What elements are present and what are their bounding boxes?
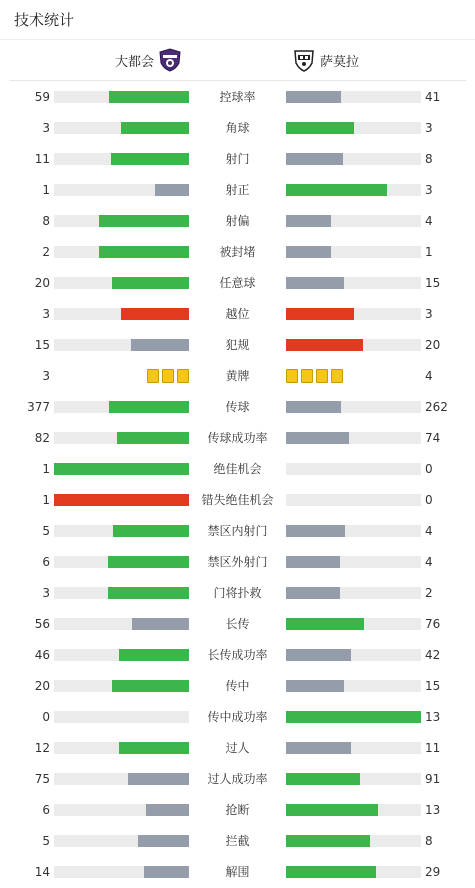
home-value: 0 xyxy=(42,710,50,724)
stat-row xyxy=(0,800,475,820)
away-bar-fill xyxy=(286,587,340,599)
home-bar-track xyxy=(54,153,189,165)
home-bar-fill xyxy=(112,680,189,692)
away-bar-fill xyxy=(286,525,345,537)
away-bar-track xyxy=(286,680,421,692)
away-bar-track xyxy=(286,308,421,320)
home-bar-fill xyxy=(111,153,189,165)
away-bar-fill xyxy=(286,246,331,258)
away-bar-fill xyxy=(286,277,344,289)
away-value: 1 xyxy=(425,245,433,259)
stat-label: 射正 xyxy=(225,183,250,197)
away-bar-track xyxy=(286,866,421,878)
away-bar-fill xyxy=(286,742,351,754)
away-value: 15 xyxy=(425,276,441,290)
stat-row xyxy=(0,149,475,169)
home-bar-track xyxy=(54,587,189,599)
stat-row xyxy=(0,397,475,417)
home-bar-track xyxy=(54,680,189,692)
away-value: 3 xyxy=(425,183,433,197)
home-bar-track xyxy=(54,246,189,258)
home-bar-fill xyxy=(132,618,189,630)
home-bar-fill xyxy=(121,122,189,134)
home-bar-fill xyxy=(54,494,189,506)
home-bar-track xyxy=(54,711,189,723)
away-value: 41 xyxy=(425,90,441,104)
stat-row xyxy=(0,521,475,541)
home-bar-track xyxy=(54,308,189,320)
away-value: 42 xyxy=(425,648,441,662)
home-bar-track xyxy=(54,339,189,351)
home-bar-fill xyxy=(128,773,189,785)
home-bar-fill xyxy=(109,91,189,103)
stats-header xyxy=(0,0,475,40)
stat-label: 解围 xyxy=(225,865,250,879)
home-value: 15 xyxy=(34,338,50,352)
away-bar-fill xyxy=(286,556,340,568)
away-value: 15 xyxy=(425,679,441,693)
home-bar-track xyxy=(54,835,189,847)
home-team-crest-icon xyxy=(158,48,182,72)
away-bar-fill xyxy=(286,122,354,134)
away-value: 11 xyxy=(425,741,441,755)
away-bar-fill xyxy=(286,835,370,847)
away-bar-fill xyxy=(286,711,421,723)
stat-row xyxy=(0,831,475,851)
home-value: 3 xyxy=(42,121,50,135)
home-bar-track xyxy=(54,215,189,227)
away-bar-track xyxy=(286,339,421,351)
stat-label: 传球成功率 xyxy=(207,431,268,445)
home-bar-track xyxy=(54,742,189,754)
home-bar-fill xyxy=(131,339,189,351)
stat-label: 长传 xyxy=(225,617,250,631)
home-value: 12 xyxy=(34,741,50,755)
stat-row xyxy=(0,645,475,665)
home-bar-fill xyxy=(112,277,189,289)
stat-row xyxy=(0,118,475,138)
away-bar-track xyxy=(286,494,421,506)
stat-row xyxy=(0,242,475,262)
home-value: 14 xyxy=(34,865,50,879)
home-bar-fill xyxy=(108,556,189,568)
home-bar-track xyxy=(54,773,189,785)
away-bar-fill xyxy=(286,432,349,444)
away-value: 3 xyxy=(425,307,433,321)
away-value: 262 xyxy=(425,400,448,414)
stat-label: 禁区内射门 xyxy=(207,524,268,538)
home-value: 46 xyxy=(34,648,50,662)
stat-label: 射偏 xyxy=(225,214,250,228)
home-bar-track xyxy=(54,463,189,475)
stat-row xyxy=(0,676,475,696)
away-bar-fill xyxy=(286,773,360,785)
stat-label: 越位 xyxy=(225,307,250,321)
away-bar-track xyxy=(286,153,421,165)
home-bar-track xyxy=(54,122,189,134)
stat-row xyxy=(0,366,475,386)
away-team-name: 萨莫拉 xyxy=(320,54,360,70)
yellow-card-icon xyxy=(147,369,159,383)
stat-row xyxy=(0,304,475,324)
stat-label: 长传成功率 xyxy=(207,648,268,662)
away-bar-track xyxy=(286,215,421,227)
home-value: 5 xyxy=(42,524,50,538)
home-bar-fill xyxy=(99,215,189,227)
home-team-name: 大都会 xyxy=(114,54,154,70)
home-value: 59 xyxy=(34,90,50,104)
away-value: 91 xyxy=(425,772,441,786)
stat-label: 错失绝佳机会 xyxy=(201,493,274,507)
stat-label: 拦截 xyxy=(225,834,250,848)
away-value: 8 xyxy=(425,152,433,166)
away-value: 74 xyxy=(425,431,441,445)
stat-row xyxy=(0,459,475,479)
away-value: 2 xyxy=(425,586,433,600)
stat-label: 传中成功率 xyxy=(207,710,268,724)
away-bar-track xyxy=(286,835,421,847)
home-bar-fill xyxy=(108,587,189,599)
stat-label: 禁区外射门 xyxy=(207,555,268,569)
home-bar-track xyxy=(54,649,189,661)
stat-row xyxy=(0,180,475,200)
stat-label: 抢断 xyxy=(225,803,250,817)
home-bar-fill xyxy=(113,525,189,537)
stat-label: 传中 xyxy=(225,679,250,693)
stat-label: 黄牌 xyxy=(225,369,250,383)
home-value: 56 xyxy=(34,617,50,631)
stat-row xyxy=(0,428,475,448)
home-bar-track xyxy=(54,866,189,878)
away-bar-fill xyxy=(286,91,341,103)
home-team xyxy=(115,40,182,80)
away-bar-track xyxy=(286,618,421,630)
stat-row xyxy=(0,769,475,789)
away-bar-track xyxy=(286,742,421,754)
home-bar-track xyxy=(54,432,189,444)
away-bar-track xyxy=(286,91,421,103)
away-bar-fill xyxy=(286,680,344,692)
home-bar-fill xyxy=(117,432,189,444)
home-value: 5 xyxy=(42,834,50,848)
away-bar-fill xyxy=(286,401,341,413)
yellow-card-icon xyxy=(162,369,174,383)
home-bar-track xyxy=(54,494,189,506)
away-bar-track xyxy=(286,711,421,723)
home-value: 1 xyxy=(42,462,50,476)
home-bar-fill xyxy=(146,804,189,816)
home-bar-fill xyxy=(121,308,189,320)
home-value: 11 xyxy=(34,152,50,166)
away-bar-track xyxy=(286,556,421,568)
away-bar-track xyxy=(286,184,421,196)
away-bar-fill xyxy=(286,649,351,661)
stat-row xyxy=(0,490,475,510)
page-title: 技术统计 xyxy=(14,11,75,29)
away-value: 13 xyxy=(425,710,441,724)
away-team-crest-icon xyxy=(292,48,316,72)
home-value: 1 xyxy=(42,183,50,197)
stat-row xyxy=(0,552,475,572)
home-value: 1 xyxy=(42,493,50,507)
away-bar-track xyxy=(286,587,421,599)
home-bar-track xyxy=(54,401,189,413)
home-bar-track xyxy=(54,804,189,816)
away-bar-fill xyxy=(286,215,331,227)
stat-row xyxy=(0,273,475,293)
stat-row xyxy=(0,614,475,634)
home-value: 8 xyxy=(42,214,50,228)
home-bar-track xyxy=(54,556,189,568)
away-value: 20 xyxy=(425,338,441,352)
home-value: 6 xyxy=(42,803,50,817)
stat-label: 门将扑救 xyxy=(213,586,262,600)
away-value: 4 xyxy=(425,555,433,569)
away-bar-track xyxy=(286,463,421,475)
home-value: 2 xyxy=(42,245,50,259)
stat-label: 绝佳机会 xyxy=(213,462,262,476)
home-value: 3 xyxy=(42,369,50,383)
home-bar-fill xyxy=(99,246,189,258)
stat-label: 射门 xyxy=(225,152,250,166)
away-value: 4 xyxy=(425,214,433,228)
away-value: 29 xyxy=(425,865,441,879)
home-bar-fill xyxy=(119,742,189,754)
away-value: 8 xyxy=(425,834,433,848)
home-value: 20 xyxy=(34,679,50,693)
stat-label: 犯规 xyxy=(225,338,250,352)
away-bar-track xyxy=(286,122,421,134)
stat-row xyxy=(0,738,475,758)
home-bar-track xyxy=(54,184,189,196)
home-bar-fill xyxy=(138,835,189,847)
home-bar-fill xyxy=(155,184,189,196)
away-bar-fill xyxy=(286,339,363,351)
stat-row xyxy=(0,583,475,603)
away-bar-fill xyxy=(286,866,376,878)
home-value: 6 xyxy=(42,555,50,569)
away-bar-track xyxy=(286,401,421,413)
stat-row xyxy=(0,87,475,107)
away-bar-track xyxy=(286,525,421,537)
away-value: 0 xyxy=(425,462,433,476)
home-value: 75 xyxy=(34,772,50,786)
away-bar-track xyxy=(286,277,421,289)
home-value: 3 xyxy=(42,586,50,600)
away-cards xyxy=(286,369,343,383)
away-bar-fill xyxy=(286,153,343,165)
yellow-card-icon xyxy=(316,369,328,383)
away-bar-track xyxy=(286,432,421,444)
away-value: 13 xyxy=(425,803,441,817)
away-bar-track xyxy=(286,804,421,816)
stat-label: 传球 xyxy=(225,400,250,414)
yellow-card-icon xyxy=(177,369,189,383)
home-value: 82 xyxy=(34,431,50,445)
away-bar-track xyxy=(286,649,421,661)
home-value: 20 xyxy=(34,276,50,290)
away-bar-fill xyxy=(286,308,354,320)
stat-row xyxy=(0,335,475,355)
stat-label: 过人成功率 xyxy=(207,772,268,786)
home-bar-track xyxy=(54,618,189,630)
stat-label: 任意球 xyxy=(219,276,256,290)
away-value: 4 xyxy=(425,369,433,383)
yellow-card-icon xyxy=(286,369,298,383)
home-bar-track xyxy=(54,91,189,103)
stat-row xyxy=(0,707,475,727)
away-value: 0 xyxy=(425,493,433,507)
yellow-card-icon xyxy=(301,369,313,383)
stat-label: 被封堵 xyxy=(219,245,256,259)
home-bar-fill xyxy=(109,401,189,413)
home-bar-fill xyxy=(119,649,189,661)
away-bar-fill xyxy=(286,804,378,816)
away-team xyxy=(292,40,359,80)
away-value: 4 xyxy=(425,524,433,538)
yellow-card-icon xyxy=(331,369,343,383)
away-value: 76 xyxy=(425,617,441,631)
home-bar-track xyxy=(54,277,189,289)
away-bar-track xyxy=(286,773,421,785)
stat-label: 控球率 xyxy=(219,90,256,104)
home-cards xyxy=(147,369,189,383)
stat-label: 角球 xyxy=(225,121,250,135)
home-value: 3 xyxy=(42,307,50,321)
home-bar-track xyxy=(54,525,189,537)
stat-row xyxy=(0,211,475,231)
home-bar-fill xyxy=(144,866,189,878)
away-bar-fill xyxy=(286,184,387,196)
away-bar-fill xyxy=(286,618,364,630)
home-bar-fill xyxy=(54,463,189,475)
away-bar-track xyxy=(286,246,421,258)
teams-bar xyxy=(9,40,466,81)
stat-row xyxy=(0,862,475,882)
stat-label: 过人 xyxy=(225,741,250,755)
away-value: 3 xyxy=(425,121,433,135)
home-value: 377 xyxy=(27,400,50,414)
